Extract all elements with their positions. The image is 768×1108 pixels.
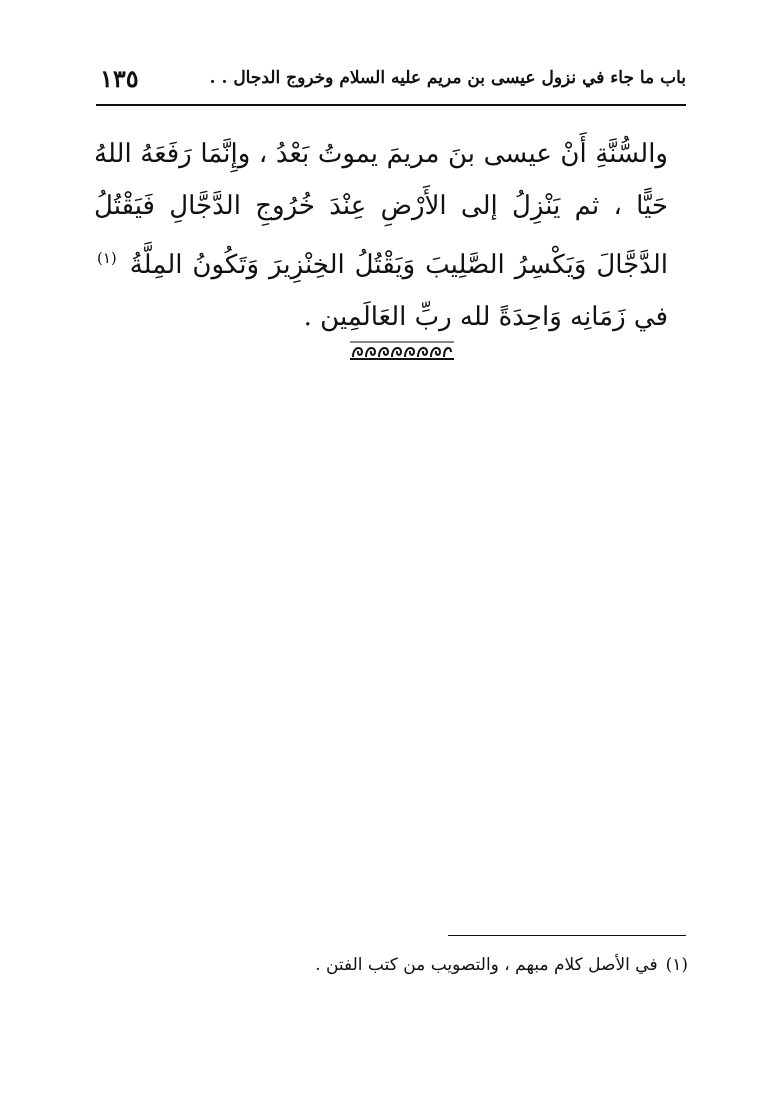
header-rule <box>96 104 686 106</box>
footnote <box>315 955 688 975</box>
footnote-reference[interactable]: (١) <box>97 249 117 267</box>
footnote-rule <box>448 935 686 936</box>
main-paragraph <box>94 128 668 343</box>
paragraph-text-part-2: في زَمَانِه وَاحِدَةً لله ربِّ العَالَمِين . <box>303 302 668 332</box>
chapter-title: باب ما جاء في نزول عيسى بن مريم عليه السلام وخروج الدجال . . <box>209 68 686 88</box>
running-header <box>96 60 686 104</box>
ornament-divider <box>350 340 454 360</box>
paragraph-text-part-1: والسُّنَّةِ أَنْ عيسى بنَ مريمَ يموتُ بَعْدُ ، وإِنَّمَا رَفَعَهُ اللهُ حَيًّا ، ثم يَنْزِلُ إلى الأَرْضِ عِنْدَ خُرُوجِ الدَّجَّالِ فَيَقْتُلُ الدَّجَّالَ وَيَكْسِرُ الصَّلِيبَ وَيَقْتُلُ الخِنْزِيرَ وَتَكُونُ المِلَّةُ <box>94 139 669 280</box>
footnote-text: في الأصل كلام مبهم ، والتصويب من كتب الفتن . <box>315 955 658 975</box>
footnote-number: (١) <box>665 955 688 975</box>
page-number: ١٣٥ <box>100 64 139 93</box>
